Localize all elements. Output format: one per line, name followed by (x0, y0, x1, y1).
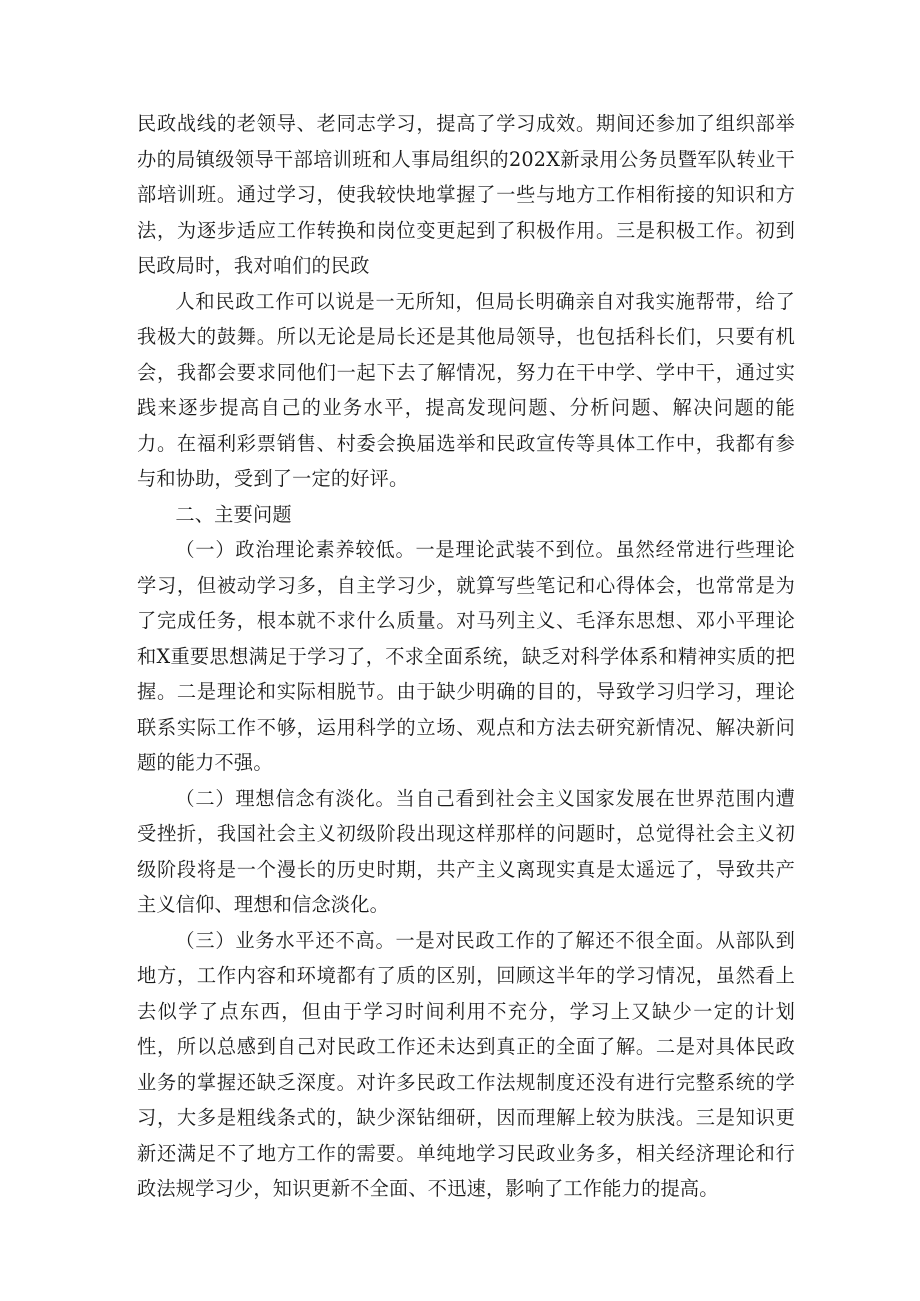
paragraph-work-experience: 人和民政工作可以说是一无所知，但局长明确亲自对我实施帮带，给了我极大的鼓舞。所以无论是局长还是其他局领导，也包括科长们，只要有机会，我都会要求同他们一起下去了解情况，努力在干中学、学中干，通过实践来逐步提高自己的业务水平，提高发现问题、分析问题、解决问题的能力。在福利彩票销售、村委会换届选举和民政宣传等具体工作中，我都有参与和协助，受到了一定的好评。 (137, 289, 795, 490)
document-page (137, 106, 795, 1207)
paragraph-ideals-beliefs: （二）理想信念有淡化。当自己看到社会主义国家发展在世界范围内遭受挫折，我国社会主义初级阶段出现这样那样的问题时，总觉得社会主义初级阶段将是一个漫长的历史时期，共产主义离现实真是太遥远了，导致共产主义信仰、理想和信念淡化。 (137, 786, 795, 916)
paragraph-continuation: 民政战线的老领导、老同志学习，提高了学习成效。期间还参加了组织部举办的局镇级领导干部培训班和人事局组织的202X新录用公务员暨军队转业干部培训班。通过学习，使我较快地掌握了一些与地方工作相衔接的知识和方法，为逐步适应工作转换和岗位变更起到了积极作用。三是积极工作。初到民政局时，我对咱们的民政 (137, 112, 795, 277)
paragraph-business-level: （三）业务水平还不高。一是对民政工作的了解还不很全面。从部队到地方，工作内容和环境都有了质的区别，回顾这半年的学习情况，虽然看上去似学了点东西，但由于学习时间利用不充分，学习上又缺少一定的计划性，所以总感到自己对民政工作还未达到真正的全面了解。二是对具体民政业务的掌握还缺乏深度。对许多民政工作法规制度还没有进行完整系统的学习，大多是粗线条式的，缺少深钻细研，因而理解上较为肤浅。三是知识更新还满足不了地方工作的需要。单纯地学习民政业务多，相关经济理论和行政法规学习少，知识更新不全面、不迅速，影响了工作能力的提高。 (137, 928, 795, 1200)
section-heading-main-problems: 二、主要问题 (175, 502, 292, 526)
paragraph-political-theory: （一）政治理论素养较低。一是理论武装不到位。虽然经常进行些理论学习，但被动学习多，自主学习少，就算写些笔记和心得体会，也常常是为了完成任务，根本就不求什么质量。对马列主义、毛泽东思想、邓小平理论和X重要思想满足于学习了，不求全面系统，缺乏对科学体系和精神实质的把握。二是理论和实际相脱节。由于缺少明确的目的，导致学习归学习，理论联系实际工作不够，运用科学的立场、观点和方法去研究新情况、解决新问题的能力不强。 (137, 538, 795, 774)
